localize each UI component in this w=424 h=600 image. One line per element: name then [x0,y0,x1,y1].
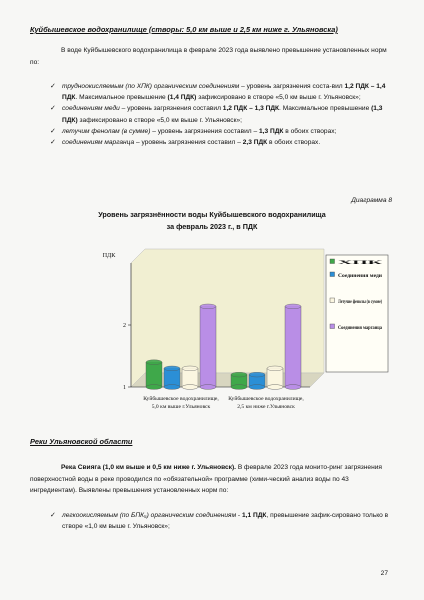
y-axis-label: ПДК [102,252,116,259]
diagram-label: Диаграмма 8 [351,197,392,204]
bar-base [182,385,198,390]
legend-swatch [330,298,335,303]
legend-swatch [330,272,335,277]
list-item: ✓ летучим фенолам (в сумме) – уровень загрязнения составил – 1,3 ПДК в обоих створах; [30,126,390,137]
chart-subtitle: за февраль 2023 г., в ПДК [166,222,258,231]
bar [182,368,198,387]
bar-top [285,304,301,309]
bar [267,368,283,387]
check-icon: ✓ [50,127,56,135]
river-paragraph: Река Свияга (1,0 км выше и 0,5 км ниже г. Ульяновск). В феврале 2023 года монито-ринг загрязнения поверхностной воды в реке проводился по «обязательной» программе (хими-ческий анализ воды по 43 ингредиентам). Выявлены превышения установленных норм по: [30,464,382,494]
river-findings-list [30,510,390,532]
chart-title: Уровень загрязнённости воды Куйбышевского водохранилища [98,210,326,219]
section-header: Куйбышевское водохранилище (створы: 5,0 км выше и 2,5 км ниже г. Ульяновска) [30,25,338,34]
list-item: ✓ соединениям марганца – уровень загрязнения составил – 2,3 ПДК в обоих створах. [30,137,390,148]
bar [146,362,162,387]
x-tick-label: Куйбышевское водохранилище, [143,396,219,402]
check-icon: ✓ [50,105,56,113]
bar-top [146,360,162,365]
bar [200,306,216,387]
bar-top [164,366,180,371]
bar [164,368,180,387]
x-tick-label: 5,0 км выше г.Ульяновск [151,404,211,410]
bar-top [182,366,198,371]
check-icon: ✓ [50,512,56,519]
bar-base [285,385,301,390]
x-tick-label: Куйбышевское водохранилище, [228,396,304,402]
list-item: ✓ соединениям меди – уровень загрязнения составил 1,2 ПДК – 1,3 ПДК. Максимальное превышение (1,3 ПДК) зафиксировано в створе «5,0 км выше г. Ульяновск»; [50,105,383,124]
legend-swatch [330,324,335,329]
check-icon: ✓ [50,83,56,90]
bar-base [164,385,180,390]
bar-base [267,385,283,390]
page-number: 27 [380,570,388,577]
bar-base [146,385,162,390]
y-tick-label: 2 [123,323,126,329]
bar-top [267,366,283,371]
y-tick-label: 1 [123,385,126,391]
check-icon: ✓ [50,139,56,147]
legend-swatch [330,259,335,264]
legend-entry: Летучие фенолы (в сумме) [338,299,403,305]
list-item: ✓ трудноокисляемым (по ХПК) органическим соединениям – уровень загрязнения соста-вил 1,2 ПДК – 1,4 ПДК. Максимальное превышение (1,4 ПДК) зафиксировано в створе «5,0 км выше г. Ульяновск»; [50,83,386,102]
bar-top [200,304,216,309]
bar-base [231,385,247,390]
bar-top [231,372,247,377]
x-tick-label: 2,5 км ниже г.Ульяновск [237,404,295,410]
legend-entry: Соединения марганца [338,325,383,331]
legend-entry: ХПК [338,260,383,266]
bar-base [249,385,265,390]
bar [285,306,301,387]
section-title: Реки Ульяновской области [30,437,133,446]
legend-entry: Соединения меди [338,273,382,279]
intro-paragraph: В воде Куйбышевского водохранилища в феврале 2023 года выявлено превышение установленных норм по: [30,47,387,66]
list-item: ✓ легкоокисляемым (по БПК₅) органическим соединениям - 1,1 ПДК, превышение зафик-сировано только в створе «1,0 км выше г. Ульяновск»; [50,512,389,531]
bar-base [200,385,216,390]
bar-top [249,372,265,377]
